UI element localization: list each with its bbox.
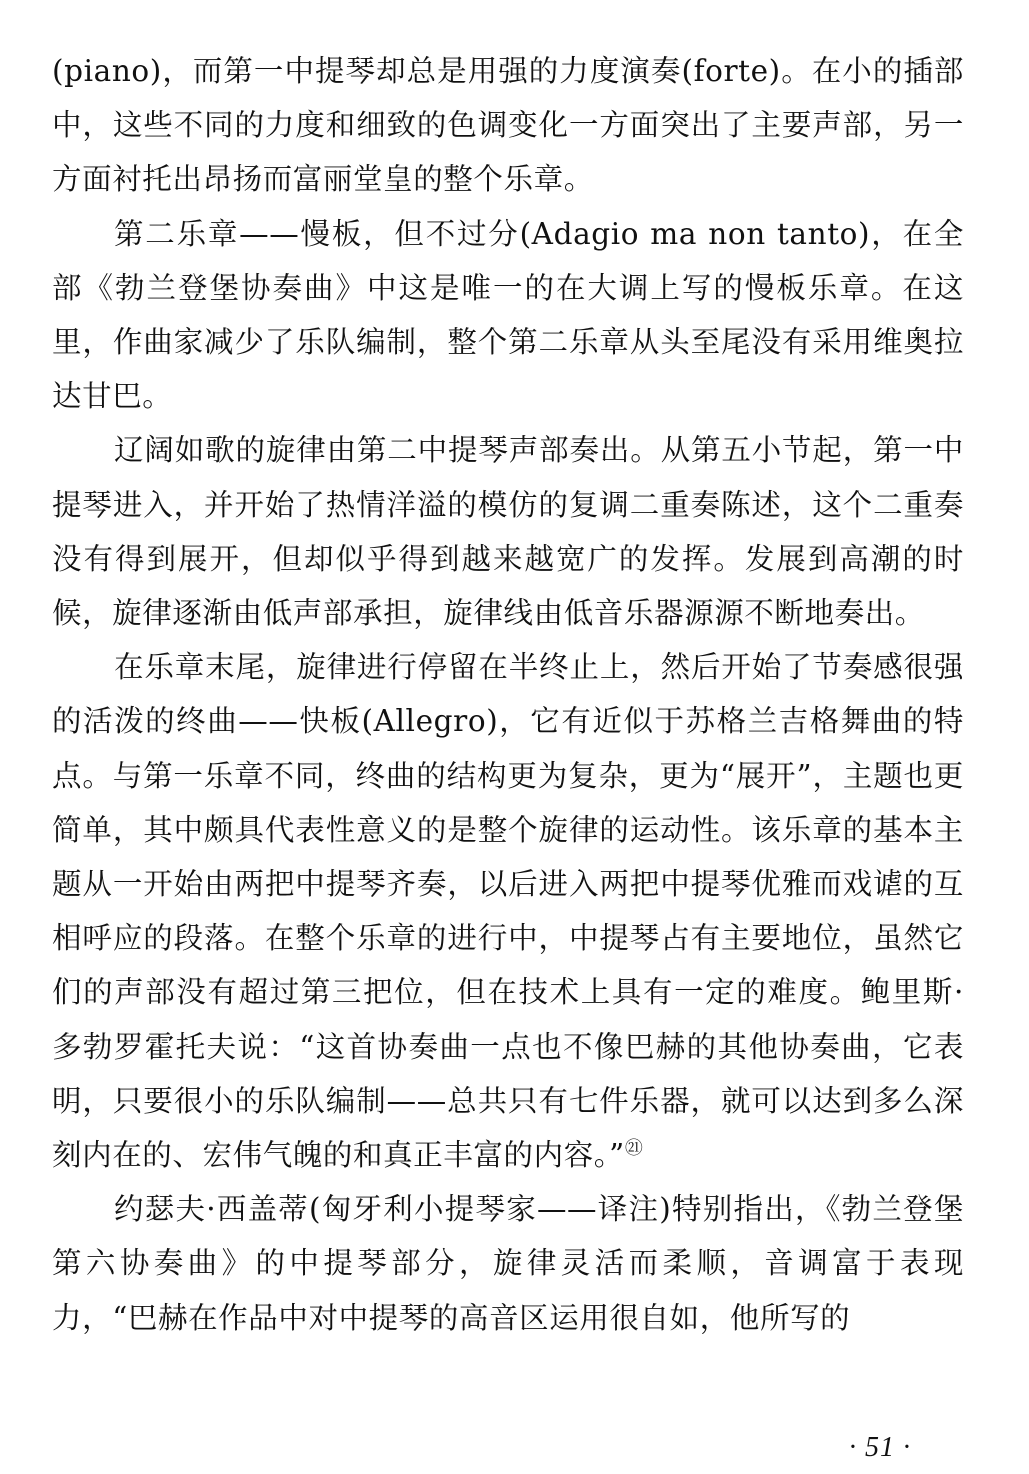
- page-number: · 51 ·: [849, 1432, 911, 1463]
- paragraph-finale-text: 在乐章末尾，旋律进行停留在半终止上，然后开始了节奏感很强的活泼的终曲——快板(Allegro)，它有近似于苏格兰吉格舞曲的特点。与第一乐章不同，终曲的结构更为复杂，更为“展开”，主题也更简单，其中颇具代表性意义的是整个旋律的运动性。该乐章的基本主题从一开始由两把中提琴齐奏，以后进入两把中提琴优雅而戏谑的互相呼应的段落。在整个乐章的进行中，中提琴占有主要地位，虽然它们的声部没有超过第三把位，但在技术上具有一定的难度。鲍里斯·多勃罗霍托夫说：“这首协奏曲一点也不像巴赫的其他协奏曲，它表明，只要很小的乐队编制——总共只有七件乐器，就可以达到多么深刻内在的、宏伟气魄的和真正丰富的内容。”: [52, 650, 964, 1173]
- paragraph-second-movement: 第二乐章——慢板，但不过分(Adagio ma non tanto)，在全部《勃兰登堡协奏曲》中这是唯一的在大调上写的慢板乐章。在这里，作曲家减少了乐队编制，整个第二乐章从头至尾没有采用维奥拉达甘巴。: [52, 216, 964, 414]
- paragraph-szigeti: 约瑟夫·西盖蒂(匈牙利小提琴家——译注)特别指出，《勃兰登堡第六协奏曲》的中提琴部分，旋律灵活而柔顺，音调富于表现力，“巴赫在作品中对中提琴的高音区运用很自如，他所写的: [52, 1192, 964, 1335]
- paragraph-melody: 辽阔如歌的旋律由第二中提琴声部奏出。从第五小节起，第一中提琴进入，并开始了热情洋溢的模仿的复调二重奏陈述，这个二重奏没有得到展开，但却似乎得到越来越宽广的发挥。发展到高潮的时候，旋律逐渐由低声部承担，旋律线由低音乐器源源不断地奏出。: [52, 433, 964, 631]
- footnote-marker: ㉑: [624, 1138, 644, 1160]
- paragraph-finale: [52, 640, 964, 1182]
- body-text: [52, 44, 964, 1345]
- paragraph-continuation: (piano)，而第一中提琴却总是用强的力度演奏(forte)。在小的插部中，这些不同的力度和细致的色调变化一方面突出了主要声部，另一方面衬托出昂扬而富丽堂皇的整个乐章。: [52, 54, 964, 197]
